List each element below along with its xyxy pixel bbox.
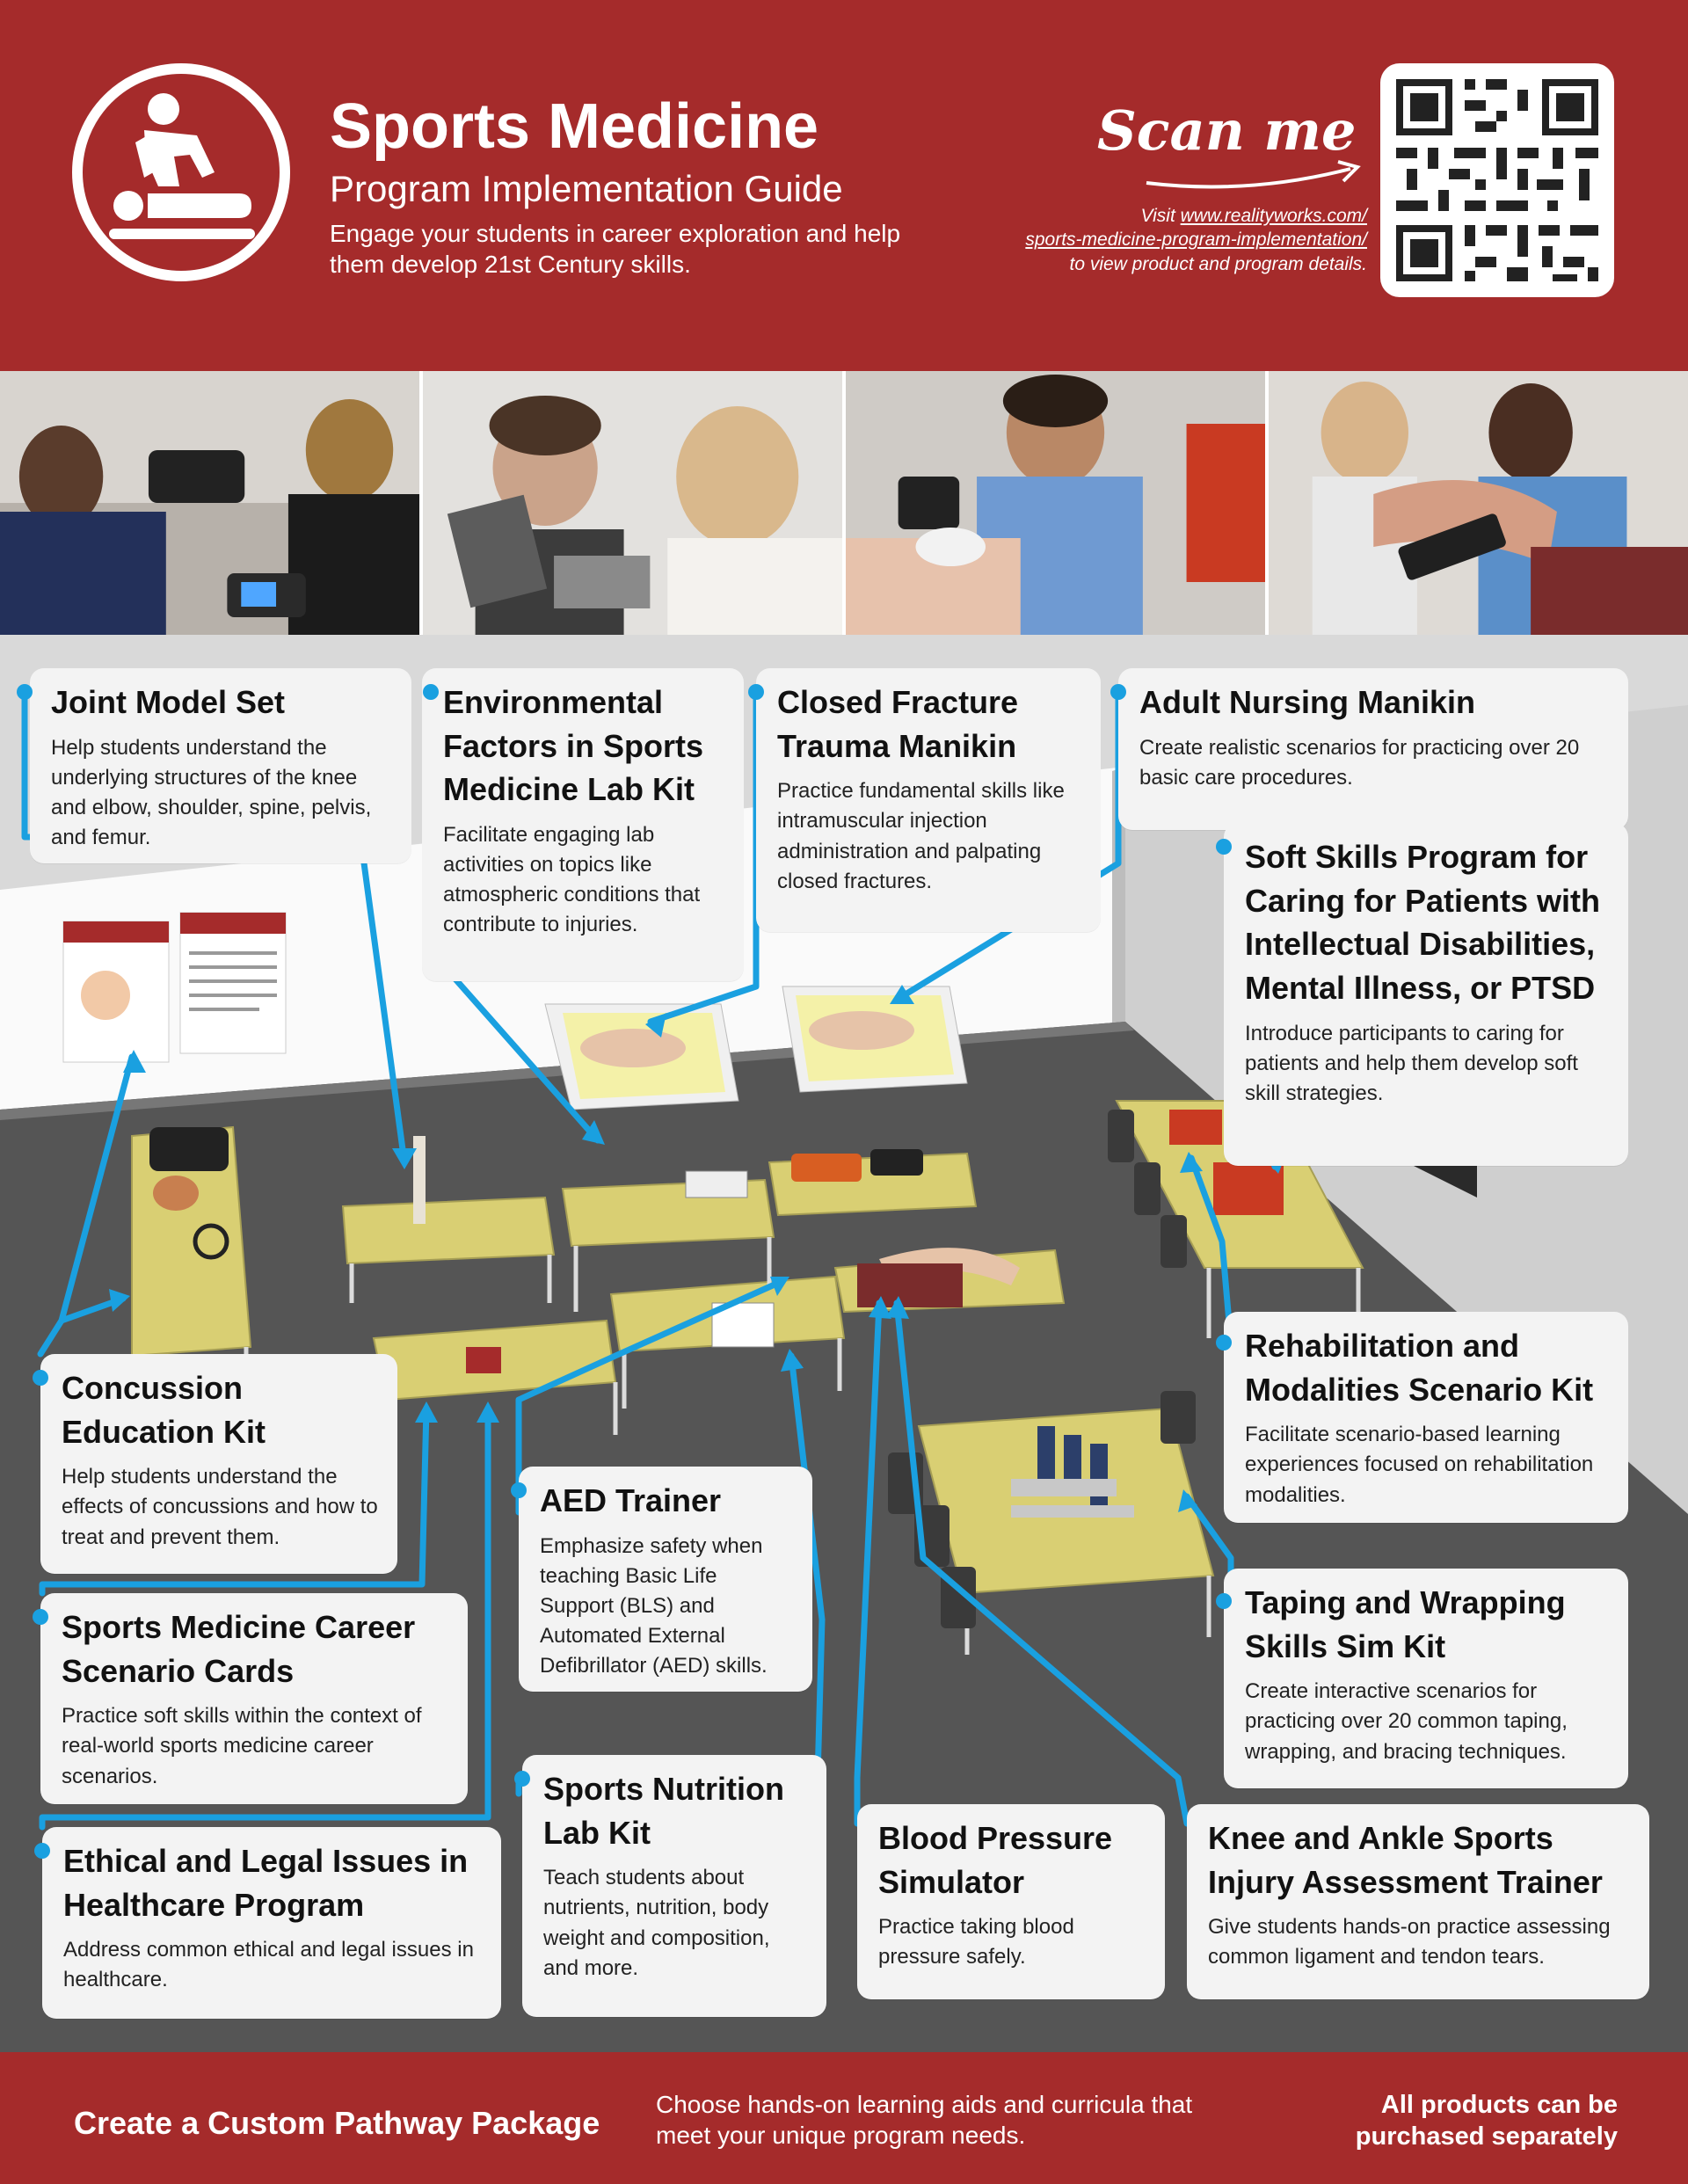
qr-code[interactable]	[1380, 63, 1614, 297]
photo-student-aed-trainer	[842, 371, 1265, 635]
callout-joint-model-set	[30, 668, 411, 863]
callout-title: AED Trainer	[540, 1482, 722, 1518]
visit-link[interactable]: www.realityworks.com/	[1180, 206, 1367, 226]
massage-therapy-icon	[72, 63, 290, 281]
callout-concussion-education-kit	[40, 1354, 397, 1574]
callout-text: Emphasize safety when teaching Basic Life Support (BLS) and Automated External Defibrillator (AED) skills.	[540, 1533, 768, 1678]
callout-rehabilitation-modalities-kit	[1224, 1312, 1628, 1523]
callout-title: Soft Skills Program for Caring for Patients with Intellectual Disabilities, Mental Illness, or PTSD	[1245, 839, 1601, 1007]
callout-adult-nursing-manikin	[1118, 668, 1628, 830]
callout-title: Knee and Ankle Sports Injury Assessment Trainer	[1208, 1820, 1603, 1900]
callout-text: Facilitate engaging lab activities on topics like atmospheric conditions that contribute to injuries.	[443, 823, 701, 937]
photo-blood-pressure-lesson	[0, 371, 419, 635]
callout-title: Concussion Education Kit	[62, 1370, 266, 1450]
callout-title: Joint Model Set	[51, 684, 286, 720]
callout-title: Environmental Factors in Sports Medicine Lab Kit	[443, 684, 704, 808]
callout-knee-ankle-trainer	[1187, 1804, 1649, 1999]
footer-description: Choose hands-on learning aids and curricula that meet your unique program needs.	[656, 2091, 1193, 2149]
callout-text: Practice fundamental skills like intramuscular injection administration and palpating closed fractures.	[777, 779, 1065, 893]
leader-dot	[17, 684, 33, 700]
callout-title: Closed Fracture Trauma Manikin	[777, 684, 1019, 764]
header-banner	[0, 0, 1688, 371]
footer-note: All products can be purchased separately	[1355, 2091, 1618, 2151]
callout-blood-pressure-simulator	[857, 1804, 1165, 1999]
callout-title: Taping and Wrapping Skills Sim Kit	[1245, 1584, 1566, 1664]
leader-dot	[748, 684, 764, 700]
leader-dot	[1216, 1593, 1232, 1609]
callout-text: Give students hands-on practice assessing common ligament and tendon tears.	[1208, 1915, 1611, 1969]
visit-link-path[interactable]: sports-medicine-program-implementation/	[1025, 229, 1367, 251]
footer-banner	[0, 2052, 1688, 2184]
callout-soft-skills-program	[1224, 823, 1628, 1166]
callout-title: Adult Nursing Manikin	[1139, 684, 1475, 720]
leader-dot	[34, 1843, 50, 1859]
leader-dot	[33, 1370, 48, 1386]
callout-text: Create realistic scenarios for practicing over 20 basic care procedures.	[1139, 735, 1580, 790]
callout-text: Create interactive scenarios for practicing over 20 common taping, wrapping, and bracing techniques.	[1245, 1679, 1568, 1764]
photo-students-scenario-cards	[419, 371, 842, 635]
callout-taping-wrapping-kit	[1224, 1569, 1628, 1788]
leader-dot	[1110, 684, 1126, 700]
callout-text: Facilitate scenario-based learning experiences focused on rehabilitation modalities.	[1245, 1423, 1594, 1507]
callout-title: Sports Nutrition Lab Kit	[543, 1771, 784, 1851]
callout-closed-fracture-trauma-manikin	[756, 668, 1101, 932]
callout-text: Practice taking blood pressure safely.	[878, 1915, 1074, 1969]
page-subtitle: Program Implementation Guide	[330, 168, 843, 209]
callout-text: Help students understand the effects of concussions and how to treat and prevent them.	[62, 1465, 378, 1549]
curved-arrow-icon	[1143, 157, 1372, 192]
visit-link-text: Visit www.realityworks.com/ sports-medicine-program-implementation/ to view product and program details.	[1025, 206, 1367, 274]
callout-ethical-legal-issues	[42, 1827, 501, 2019]
scan-me-label: Scan me	[1097, 98, 1357, 163]
callout-text: Practice soft skills within the context of real-world sports medicine career scenarios.	[62, 1704, 422, 1788]
photo-students-knee-trainer	[1265, 371, 1688, 635]
classroom-illustration	[0, 635, 1688, 2052]
leader-dot	[33, 1609, 48, 1625]
callout-title: Sports Medicine Career Scenario Cards	[62, 1609, 416, 1689]
leader-dot	[514, 1771, 530, 1787]
footer-heading: Create a Custom Pathway Package	[74, 2105, 600, 2141]
photo-strip	[0, 371, 1688, 635]
leader-dot	[1216, 839, 1232, 855]
callout-sports-nutrition-lab-kit	[522, 1755, 826, 2017]
leader-dot	[511, 1482, 527, 1498]
page-title: Sports Medicine	[330, 91, 819, 162]
callout-aed-trainer	[519, 1467, 812, 1692]
callout-text: Address common ethical and legal issues in healthcare.	[63, 1938, 474, 1992]
leader-dot	[423, 684, 439, 700]
leader-dot	[1216, 1335, 1232, 1350]
callout-text: Introduce participants to caring for patients and help them develop soft skill strategies.	[1245, 1021, 1578, 1105]
callout-title: Blood Pressure Simulator	[878, 1820, 1113, 1900]
callout-career-scenario-cards	[40, 1593, 468, 1804]
callout-text: Teach students about nutrients, nutrition, body weight and composition, and more.	[543, 1866, 770, 1980]
callout-text: Help students understand the underlying structures of the knee and elbow, shoulder, spine, pelvis, and femur.	[51, 735, 372, 849]
callout-environmental-factors-lab-kit	[422, 668, 744, 981]
callout-title: Ethical and Legal Issues in Healthcare Program	[63, 1843, 469, 1923]
intro-text: Engage your students in career exploration and help them develop 21st Century skills.	[330, 220, 901, 278]
callout-title: Rehabilitation and Modalities Scenario Kit	[1245, 1328, 1594, 1408]
